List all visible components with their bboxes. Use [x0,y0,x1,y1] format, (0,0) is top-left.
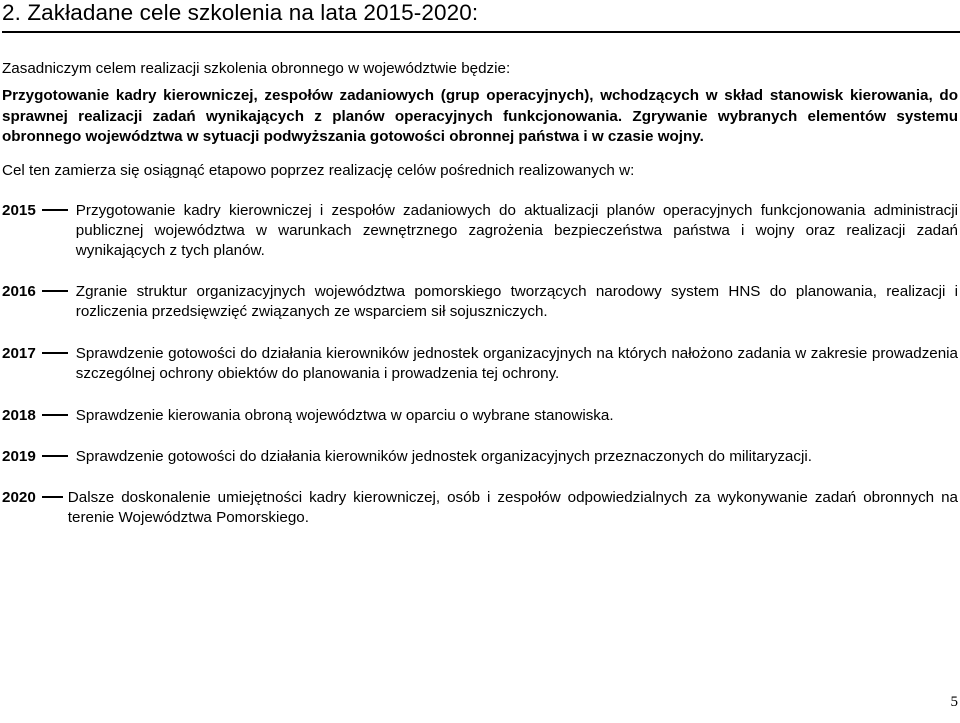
year-item-2018 [2,406,958,426]
year-goal-text: Zgranie struktur organizacyjnych województwa pomorskiego tworzących narodowy system HNS do planowania, realizacji i rozliczenia przedsięwzięć związanych ze wsparciem sił sojuszniczych. [75,283,958,320]
dash-separator [42,352,68,354]
year-label: 2017 [2,345,36,362]
year-item-2015 [2,201,958,261]
year-label: 2018 [2,407,36,424]
year-goal-text: Dalsze doskonalenie umiejętności kadry kierowniczej, osób i zespołów odpowiedzialnych za wykonywanie zadań obronnych na terenie Województwa Pomorskiego. [67,489,958,526]
yearly-goals-list [2,201,958,528]
year-item-2020 [2,488,958,528]
title-underline [2,31,960,33]
main-goal-paragraph: Przygotowanie kadry kierowniczej, zespołów zadaniowych (grup operacyjnych), wchodzących w skład stanowisk kierowania, do sprawnej realizacji zadań wynikających z planów operacyjnych funkcjonowania. Zgrywanie wybranych elementów systemu obronnego województwa w sytuacji podwyższania gotowości obronnej państwa i w czasie wojny. [2,87,958,145]
year-goal-text: Sprawdzenie gotowości do działania kierowników jednostek organizacyjnych przeznaczonych do militaryzacji. [75,448,812,465]
year-label: 2020 [2,489,36,506]
dash-separator [42,455,68,457]
dash-separator [42,414,68,416]
year-label: 2019 [2,448,36,465]
dash-separator [42,209,68,211]
year-item-2019 [2,447,958,467]
stages-intro-text: Cel ten zamierza się osiągnąć etapowo poprzez realizację celów pośrednich realizowanych w: [2,162,635,179]
dash-separator [42,290,68,292]
page-number: 5 [950,694,958,710]
year-item-2016 [2,282,958,322]
year-label: 2016 [2,283,36,300]
intro-text: Zasadniczym celem realizacji szkolenia obronnego w województwie będzie: [2,60,511,77]
year-item-2017 [2,344,958,384]
year-label: 2015 [2,202,36,219]
year-goal-text: Przygotowanie kadry kierowniczej i zespołów zadaniowych do aktualizacji planów operacyjnych funkcjonowania administracji publicznej województwa w warunkach zewnętrznego zagrożenia bezpieczeństwa państwa i wojny oraz realizacji zadań wynikających z tych planów. [75,202,958,259]
dash-separator [42,496,63,498]
year-goal-text: Sprawdzenie kierowania obroną województwa w oparciu o wybrane stanowiska. [75,407,614,424]
section-title: 2. Zakładane cele szkolenia na lata 2015-2020: [2,0,479,25]
year-goal-text: Sprawdzenie gotowości do działania kierowników jednostek organizacyjnych na których nałożono zadania w zakresie prowadzenia szczególnej ochrony obiektów do planowania i prowadzenia tej ochrony. [75,345,958,382]
